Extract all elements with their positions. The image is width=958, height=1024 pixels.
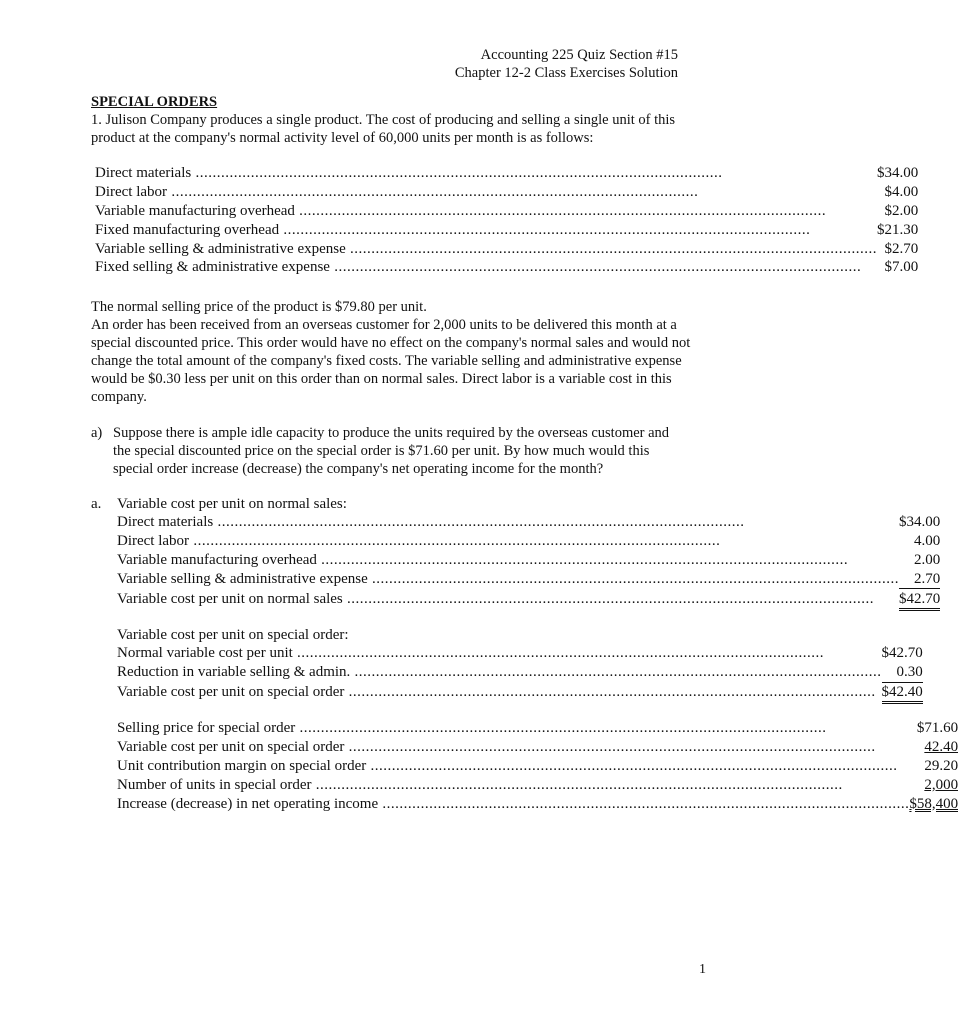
- row-value: 4.00: [914, 533, 941, 550]
- row-label: Variable selling & administrative expense .....: [117, 569, 899, 588]
- normal-variable-cost-table: [117, 494, 940, 611]
- row-value: [909, 794, 958, 813]
- table-row: [117, 569, 940, 588]
- table-row: [117, 644, 923, 663]
- total-value: $42.70: [899, 589, 940, 610]
- cost-label: Fixed selling & administrative expense .....: [95, 258, 877, 277]
- table-total-row: [117, 682, 923, 703]
- cost-value: $21.30: [877, 221, 919, 238]
- total-label: Variable cost per unit on special order .....: [117, 682, 882, 703]
- cost-value: $34.00: [877, 165, 919, 182]
- order-description: An order has been received from an overseas customer for 2,000 units to be delivered this month at a special discounted price. This order would have no effect on the company's normal sales and would not change the total amount of the company's fixed costs. The variable selling and administrative expense would be $0.30 less per unit on this order than on normal sales. Direct labor is a variable cost in this company.: [91, 317, 691, 405]
- table-total-row: [117, 794, 958, 813]
- table-row: [95, 239, 918, 258]
- cost-label: Variable manufacturing overhead .....: [95, 202, 877, 221]
- net-income-effect-table: [117, 719, 958, 813]
- block-heading: Variable cost per unit on special order:: [117, 626, 349, 643]
- table-row: [117, 663, 923, 682]
- solution-marker: a.: [91, 496, 102, 512]
- row-label: Direct materials .....: [117, 513, 899, 532]
- cost-label: Direct labor .....: [95, 183, 877, 202]
- row-label: Unit contribution margin on special order .....: [117, 757, 909, 776]
- table-heading-row: [117, 625, 923, 644]
- header-course: Accounting 225 Quiz Section #15: [480, 47, 678, 63]
- row-value: $34.00: [899, 514, 941, 531]
- double-underlined-value: $58,400: [909, 795, 958, 812]
- row-value: $71.60: [916, 720, 958, 737]
- unit-cost-table: [95, 164, 918, 277]
- row-value: 2.70: [914, 570, 941, 587]
- row-value: [909, 738, 958, 757]
- problem-intro: 1. Julison Company produces a single product. The cost of producing and selling a single unit of this product at the company's normal activity level of 60,000 units per month is as follows:: [91, 112, 676, 146]
- cost-label: Fixed manufacturing overhead .....: [95, 220, 877, 239]
- block-heading: Variable cost per unit on normal sales:: [117, 495, 347, 512]
- scenario-paragraph: [91, 298, 691, 406]
- cost-label: Direct materials .....: [95, 164, 877, 183]
- table-row: [117, 738, 958, 757]
- special-variable-cost-table: [117, 625, 923, 704]
- cost-value: $4.00: [884, 184, 919, 201]
- table-row: [117, 551, 940, 570]
- table-row: [117, 513, 940, 532]
- page-number: 1: [699, 962, 706, 977]
- row-label: Variable manufacturing overhead .....: [117, 551, 899, 570]
- row-label: Reduction in variable selling & admin. .....: [117, 663, 882, 682]
- table-row: [95, 164, 918, 183]
- row-label: Normal variable cost per unit .....: [117, 644, 882, 663]
- cost-value: $7.00: [884, 259, 919, 276]
- table-row: [95, 183, 918, 202]
- underlined-value: 2,000: [924, 776, 958, 793]
- table-row: [95, 220, 918, 239]
- total-label: Variable cost per unit on normal sales .....: [117, 589, 899, 610]
- underlined-value: 42.40: [924, 739, 958, 756]
- row-value: 0.30: [896, 664, 923, 681]
- row-label: Number of units in special order .....: [117, 775, 909, 794]
- cost-value: $2.70: [884, 240, 919, 257]
- table-row: [117, 719, 958, 738]
- table-heading-row: [117, 494, 940, 513]
- table-row: [95, 258, 918, 277]
- table-row: [117, 532, 940, 551]
- question-text: Suppose there is ample idle capacity to produce the units required by the overseas customer and the special discounted price on the special order is $71.60 per unit. By how much would this special order increase (decrease) the company's net operating income for the month?: [113, 425, 670, 477]
- question-a: [91, 424, 681, 478]
- cost-value: $2.00: [884, 202, 919, 219]
- table-row: [95, 202, 918, 221]
- section-title: SPECIAL ORDERS: [91, 94, 218, 110]
- row-label: Direct labor .....: [117, 532, 899, 551]
- row-value: 2.00: [914, 551, 941, 568]
- total-value: $42.40: [882, 682, 923, 703]
- row-label: Variable cost per unit on special order .....: [117, 738, 909, 757]
- cost-label: Variable selling & administrative expense .....: [95, 239, 877, 258]
- document-header: [455, 46, 678, 82]
- row-value: [909, 775, 958, 794]
- table-row: [117, 775, 958, 794]
- question-marker: a): [91, 425, 103, 441]
- row-value: 29.20: [924, 757, 958, 774]
- table-row: [117, 757, 958, 776]
- table-total-row: [117, 589, 940, 610]
- row-label: Increase (decrease) in net operating income .....: [117, 794, 909, 813]
- selling-price-line: The normal selling price of the product is $79.80 per unit.: [91, 299, 427, 315]
- row-value: $42.70: [881, 645, 923, 662]
- header-chapter: Chapter 12-2 Class Exercises Solution: [454, 65, 678, 81]
- row-label: Selling price for special order .....: [117, 719, 909, 738]
